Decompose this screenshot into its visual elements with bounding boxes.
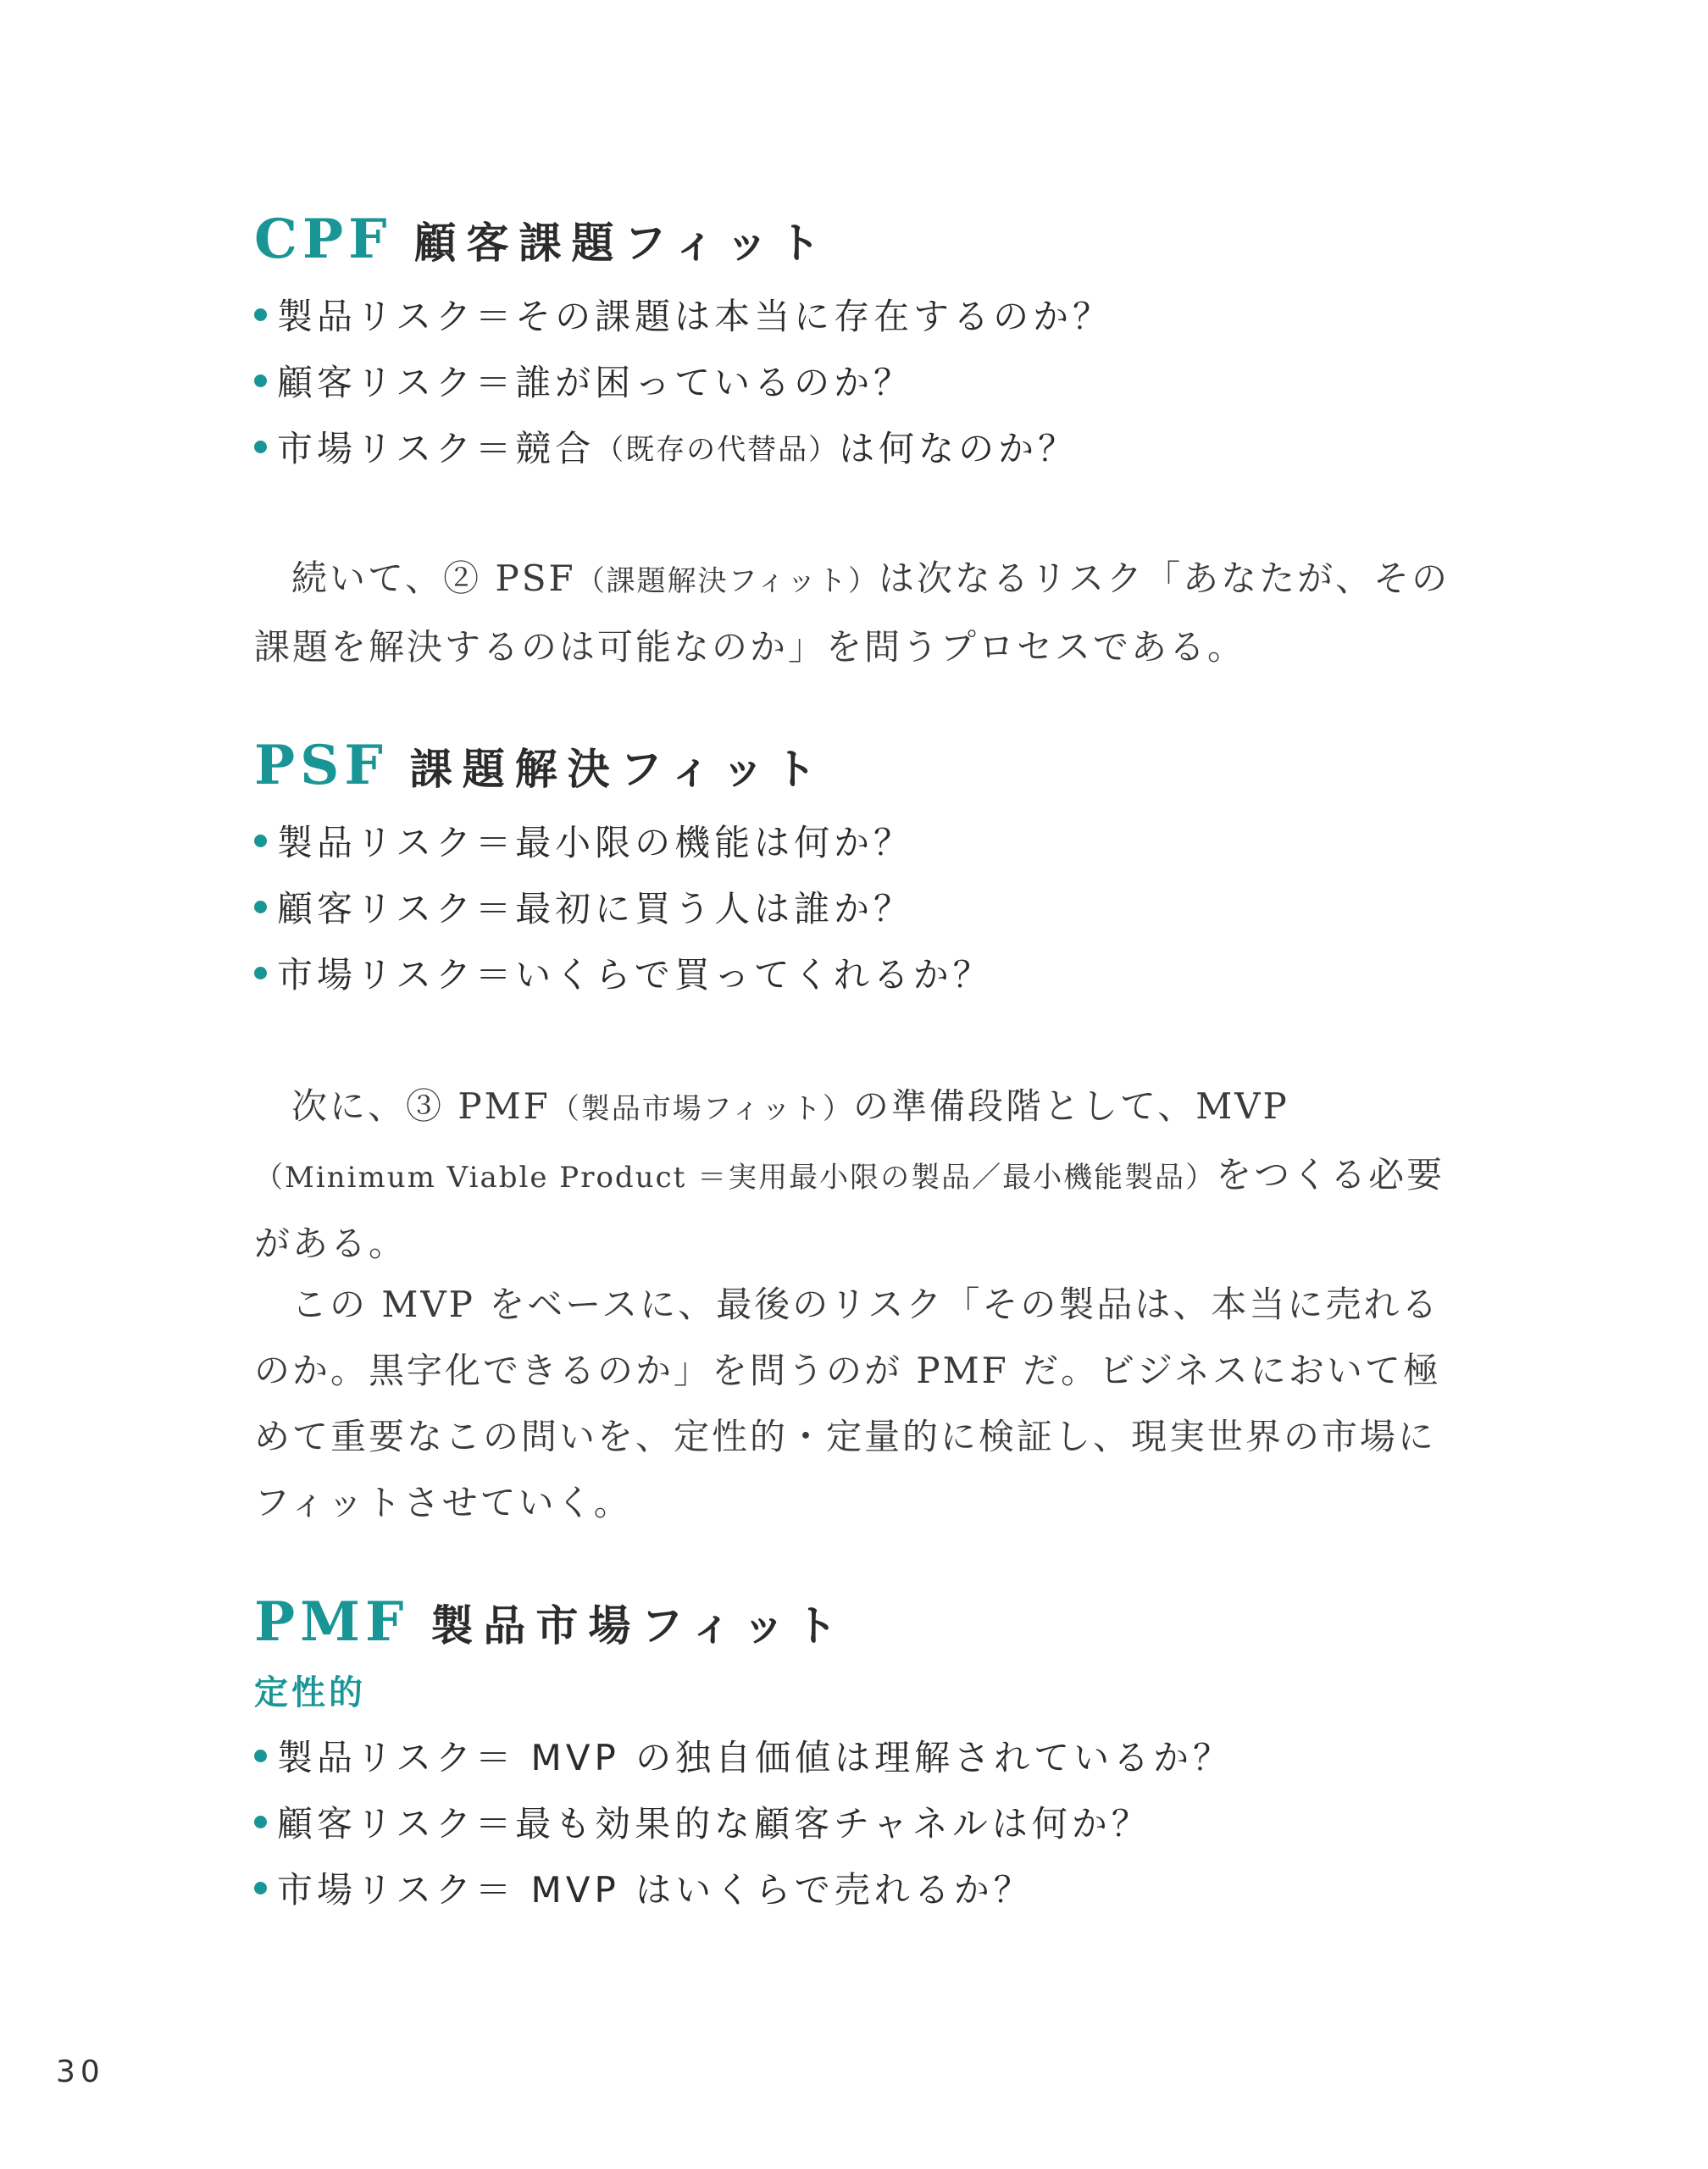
list-item-text: 顧客リスク＝最も効果的な顧客チャネルは何か？ [277, 1803, 1151, 1844]
psf-risk-list [254, 807, 1457, 1006]
cpf-section [254, 208, 1457, 480]
list-item [254, 940, 1457, 1006]
bullet-icon [254, 835, 267, 847]
psf-section [254, 734, 1457, 1006]
pmf-subheading: 定性的 [254, 1673, 366, 1712]
bullet-icon [254, 967, 267, 979]
paragraph-text: の準備段階として、MVP [853, 1085, 1289, 1127]
pmf-title: 製品市場フィット [430, 1601, 848, 1650]
paragraph-note: （Minimum Viable Product ＝実用最小限の製品／最小機能製品） [254, 1161, 1217, 1195]
cpf-title: 顧客課題フィット [413, 219, 831, 268]
bullet-icon [254, 374, 267, 387]
paragraph-pmf-intro [254, 1272, 1457, 1536]
cpf-acronym: CPF [254, 208, 392, 271]
paragraph-note: （製品市場フィット） [550, 1092, 854, 1126]
body-paragraph [254, 546, 1457, 680]
list-item-text: 市場リスク＝ MVP はいくらで売れるか？ [277, 1869, 1034, 1911]
paragraph-note: （課題解決フィット） [575, 564, 879, 598]
list-item [254, 281, 1457, 347]
list-item-text: は何なのか？ [839, 428, 1079, 469]
list-item-text: 製品リスク＝ MVP の独自価値は理解されているか？ [277, 1737, 1234, 1778]
list-item-text: 顧客リスク＝最初に買う人は誰か？ [277, 888, 914, 929]
psf-title: 課題解決フィット [409, 745, 827, 794]
pmf-section [254, 1590, 1457, 1921]
bullet-icon [254, 901, 267, 913]
list-item [254, 1855, 1457, 1921]
body-paragraph: この MVP をベースに、最後のリスク「その製品は、本当に売れるのか。黒字化できるのか」を問うのが PMF だ。ビジネスにおいて極めて重要なこの問いを、定性的・定量的に検証し、現実世界の市場にフィットさせていく。 [254, 1284, 1441, 1523]
list-item-text: 製品リスク＝その課題は本当に存在するのか？ [277, 296, 1113, 337]
list-item-text: 製品リスク＝最小限の機能は何か？ [277, 822, 914, 863]
cpf-risk-list [254, 281, 1457, 480]
bullet-icon [254, 441, 267, 453]
page-number: 30 [56, 2055, 105, 2089]
paragraph-mvp-intro [254, 1073, 1457, 1277]
pmf-acronym: PMF [254, 1590, 409, 1654]
paragraph-text: をつくる必要がある。 [254, 1154, 1445, 1264]
bullet-icon [254, 308, 267, 321]
bullet-icon [254, 1750, 267, 1762]
list-item [254, 1722, 1457, 1789]
pmf-risk-list [254, 1722, 1457, 1921]
list-item [254, 413, 1457, 480]
psf-heading [254, 734, 1457, 807]
paragraph-text: は次なるリスク「あなたが、その課題を解決するのは可能なのか」を問うプロセスである。 [254, 558, 1450, 668]
list-item-text: 市場リスク＝競合 [277, 428, 596, 469]
body-paragraph [254, 1073, 1457, 1277]
list-item [254, 347, 1457, 413]
list-item [254, 874, 1457, 940]
paragraph-psf-intro [254, 546, 1457, 680]
cpf-heading [254, 208, 1457, 280]
psf-acronym: PSF [254, 734, 388, 797]
bullet-icon [254, 1816, 267, 1828]
paragraph-text: 次に、③ PMF [291, 1085, 551, 1127]
list-item [254, 1789, 1457, 1855]
list-item-text: 顧客リスク＝誰が困っているのか？ [277, 362, 914, 403]
list-item-text: 市場リスク＝いくらで買ってくれるか？ [277, 954, 993, 996]
list-item [254, 807, 1457, 874]
pmf-heading [254, 1590, 1457, 1663]
list-item-note: （既存の代替品） [595, 432, 840, 467]
bullet-icon [254, 1882, 267, 1894]
paragraph-text: 続いて、② PSF [291, 558, 576, 599]
